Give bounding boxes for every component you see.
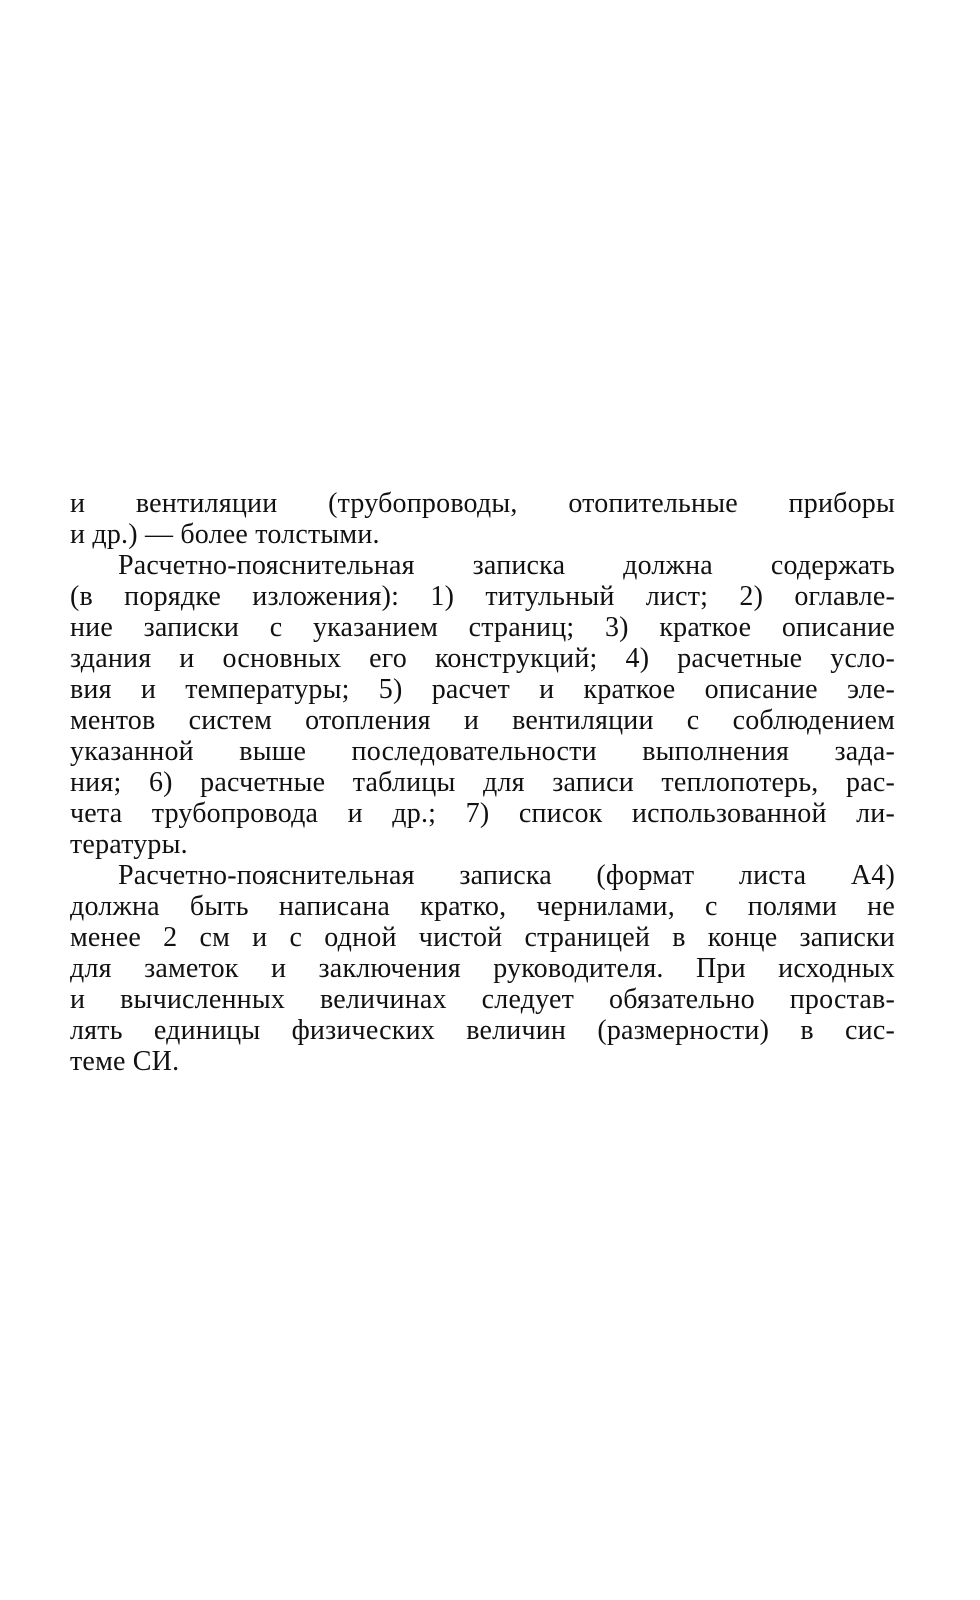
text-line: чета трубопровода и др.; 7) список использованной ли- — [70, 798, 895, 829]
text-line: указанной выше последовательности выполнения зада- — [70, 736, 895, 767]
text-line: (в порядке изложения): 1) титульный лист; 2) оглавле- — [70, 581, 895, 612]
text-line: и др.) — более толстыми. — [70, 519, 380, 550]
text-line: ния; 6) расчетные таблицы для записи теплопотерь, рас- — [70, 767, 895, 798]
text-line: менее 2 см и с одной чистой страницей в конце записки — [70, 922, 895, 953]
text-line: Расчетно-пояснительная записка (формат листа А4) — [118, 860, 895, 891]
text-line: лять единицы физических величин (размерности) в сис- — [70, 1015, 895, 1046]
text-line: теме СИ. — [70, 1046, 180, 1077]
paragraph-report-contents — [70, 550, 895, 860]
text-line: должна быть написана кратко, чернилами, с полями не — [70, 891, 895, 922]
text-line: Расчетно-пояснительная записка должна содержать — [118, 550, 895, 581]
text-line: ментов систем отопления и вентиляции с соблюдением — [70, 705, 895, 736]
text-line: тературы. — [70, 829, 188, 860]
paragraph-report-format — [70, 860, 895, 1077]
text-line: ние записки с указанием страниц; 3) краткое описание — [70, 612, 895, 643]
text-line: и вентиляции (трубопроводы, отопительные приборы — [70, 488, 895, 519]
text-line: для заметок и заключения руководителя. При исходных — [70, 953, 895, 984]
text-line: вия и температуры; 5) расчет и краткое описание эле- — [70, 674, 895, 705]
document-page — [70, 488, 895, 1077]
text-line: здания и основных его конструкций; 4) расчетные усло- — [70, 643, 895, 674]
text-line: и вычисленных величинах следует обязательно простав- — [70, 984, 895, 1015]
paragraph-continuation — [70, 488, 895, 550]
